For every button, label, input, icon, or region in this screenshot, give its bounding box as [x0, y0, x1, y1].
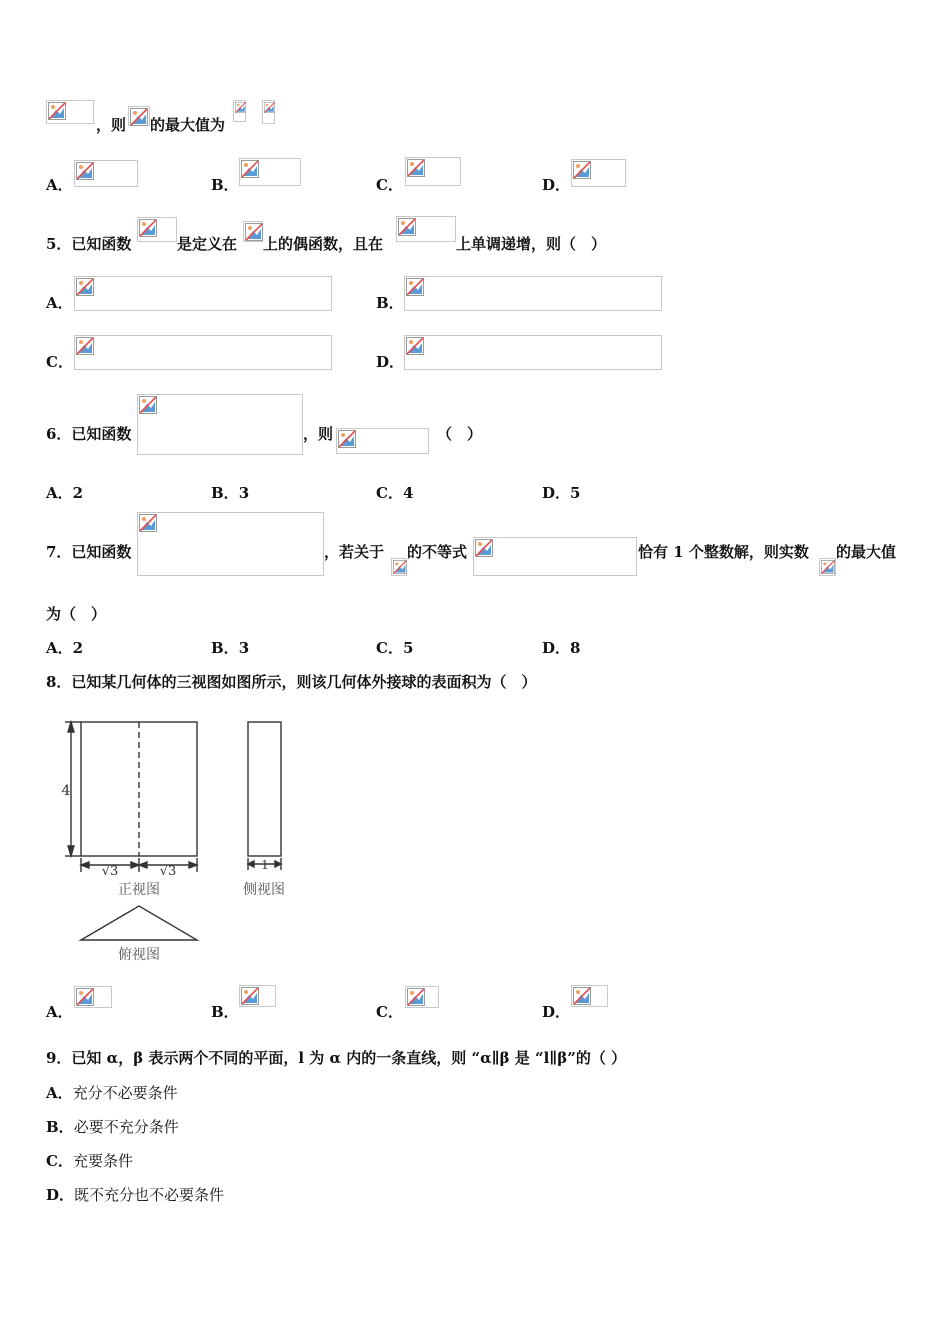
broken-image-icon	[241, 160, 259, 178]
formula-image	[137, 217, 177, 242]
side-view	[248, 722, 281, 870]
q6-part3: （ ）	[437, 425, 483, 443]
q5-prefix: 5．已知函数	[46, 235, 132, 253]
formula-image	[571, 159, 626, 187]
formula-image	[396, 216, 456, 242]
formula-image	[46, 100, 94, 124]
top-view	[81, 906, 197, 940]
q5-part3: 上的偶函数，且在	[263, 235, 384, 253]
broken-image-icon	[76, 988, 94, 1006]
formula-image	[473, 537, 637, 576]
q7-part4: 恰有 1 个整数解，则实数	[638, 543, 809, 561]
q6-prefix: 6．已知函数	[46, 425, 132, 443]
formula-image	[74, 160, 138, 187]
q7-option-d[interactable]: D．8	[542, 639, 581, 657]
formula-image	[819, 558, 836, 576]
broken-image-icon	[139, 219, 157, 237]
broken-image-icon	[76, 337, 94, 355]
broken-image-icon	[573, 987, 591, 1005]
formula-image	[239, 158, 301, 186]
side-width-label: 1	[261, 858, 269, 872]
q9-option-b[interactable]: B．必要不充分条件	[46, 1118, 179, 1136]
formula-image	[233, 100, 246, 122]
q4-option-d[interactable]: D．	[542, 176, 571, 194]
q6-part2: ，则	[303, 425, 334, 443]
q5-part4: 上单调递增，则（ ）	[456, 235, 607, 253]
q6-option-c[interactable]: C．4	[376, 484, 414, 502]
broken-image-icon	[406, 337, 424, 355]
formula-image	[262, 100, 275, 124]
q4-suffix: 的最大值为	[150, 116, 226, 134]
q7-prefix: 7．已知函数	[46, 543, 132, 561]
formula-image	[571, 985, 608, 1007]
formula-image	[405, 157, 461, 186]
q8-option-b[interactable]: B．	[211, 1003, 239, 1021]
formula-image	[404, 335, 662, 370]
broken-image-icon	[139, 514, 157, 532]
broken-image-icon	[393, 560, 407, 574]
q8-option-c[interactable]: C．	[376, 1003, 403, 1021]
q6-option-a[interactable]: A．2	[46, 484, 84, 502]
formula-image	[137, 394, 303, 455]
broken-image-icon	[821, 560, 835, 574]
q8-option-d[interactable]: D．	[542, 1003, 571, 1021]
formula-image	[74, 276, 332, 311]
formula-image	[137, 512, 324, 576]
broken-image-icon	[130, 108, 148, 126]
front-width-label-left: √3	[101, 864, 119, 879]
q9-option-c[interactable]: C．充要条件	[46, 1152, 133, 1170]
formula-image	[128, 106, 150, 126]
broken-image-icon	[264, 102, 275, 113]
formula-image	[405, 986, 439, 1008]
broken-image-icon	[241, 987, 259, 1005]
q9-option-a[interactable]: A．充分不必要条件	[46, 1084, 178, 1102]
q9-option-d[interactable]: D．既不充分也不必要条件	[46, 1186, 225, 1204]
formula-image	[243, 221, 263, 242]
broken-image-icon	[573, 161, 591, 179]
q7-part5: 的最大值	[836, 543, 897, 561]
broken-image-icon	[139, 396, 157, 414]
formula-image	[74, 986, 112, 1008]
broken-image-icon	[245, 223, 263, 241]
q7-option-c[interactable]: C．5	[376, 639, 414, 657]
height-label: 4	[61, 783, 71, 799]
q5-part2: 是定义在	[177, 235, 238, 253]
broken-image-icon	[407, 988, 425, 1006]
broken-image-icon	[76, 162, 94, 180]
q5-option-d[interactable]: D．	[376, 353, 405, 371]
broken-image-icon	[76, 278, 94, 296]
front-view-caption: 正视图	[118, 882, 160, 898]
broken-image-icon	[48, 102, 66, 120]
q4-option-b[interactable]: B．	[211, 176, 239, 194]
formula-image	[239, 985, 276, 1007]
broken-image-icon	[407, 159, 425, 177]
q7-option-a[interactable]: A．2	[46, 639, 84, 657]
q4-option-c[interactable]: C．	[376, 176, 403, 194]
q6-option-d[interactable]: D．5	[542, 484, 581, 502]
q5-option-b[interactable]: B．	[376, 294, 404, 312]
front-width-label-right: √3	[159, 864, 177, 879]
front-view	[65, 722, 197, 872]
broken-image-icon	[398, 218, 416, 236]
broken-image-icon	[338, 430, 356, 448]
formula-image	[336, 428, 429, 454]
top-view-caption: 俯视图	[118, 947, 160, 963]
q5-option-a[interactable]: A．	[46, 294, 73, 312]
formula-image	[391, 558, 407, 576]
broken-image-icon	[235, 102, 246, 113]
formula-image	[74, 335, 332, 370]
formula-image	[404, 276, 662, 311]
q8-option-a[interactable]: A．	[46, 1003, 73, 1021]
q7-part6: 为（ ）	[46, 605, 107, 623]
q5-option-c[interactable]: C．	[46, 353, 73, 371]
q9-text: 9．已知 α，β 表示两个不同的平面，l 为 α 内的一条直线，则 “α∥β 是 “l∥β”的（ ）	[46, 1049, 627, 1067]
q8-text: 8．已知某几何体的三视图如图所示，则该几何体外接球的表面积为（ ）	[46, 673, 537, 691]
q7-part3: 的不等式	[407, 543, 468, 561]
q4-option-a[interactable]: A．	[46, 176, 73, 194]
broken-image-icon	[475, 539, 493, 557]
q6-option-b[interactable]: B．3	[211, 484, 250, 502]
q4-comma-then: ，则	[96, 116, 127, 134]
q7-part2: ，若关于	[324, 543, 385, 561]
side-view-caption: 侧视图	[243, 882, 285, 898]
three-view-figure	[55, 712, 305, 970]
q7-option-b[interactable]: B．3	[211, 639, 250, 657]
broken-image-icon	[406, 278, 424, 296]
